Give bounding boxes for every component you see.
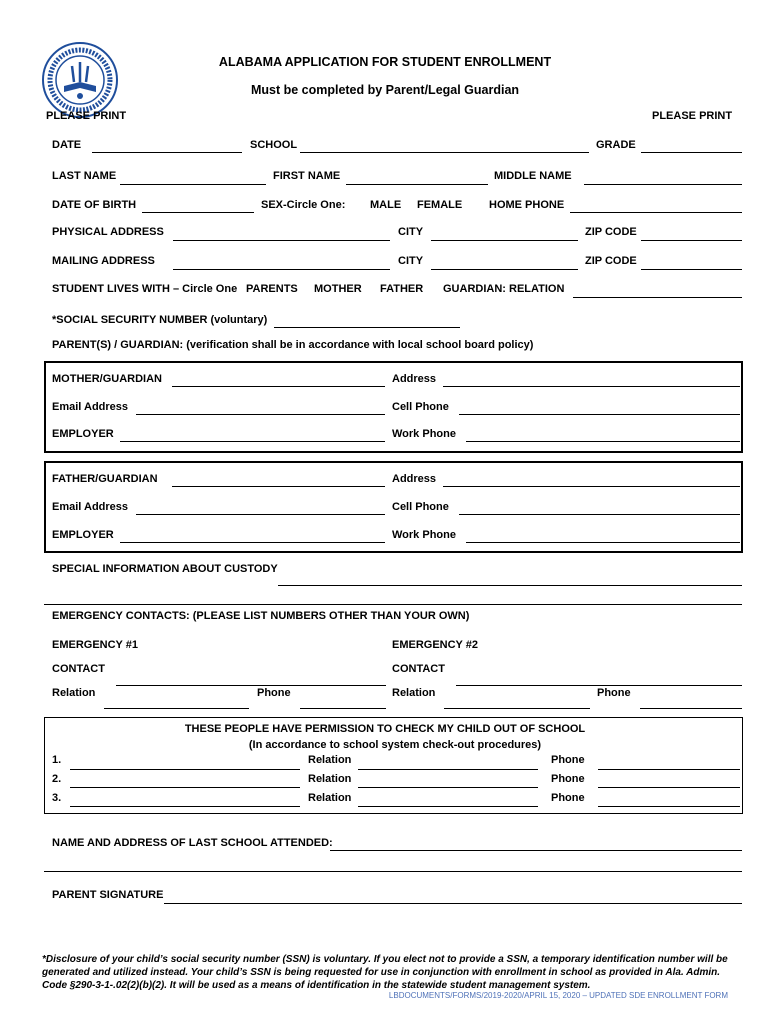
checkout-row-3-name-field[interactable] (70, 806, 300, 807)
please-print-left: PLEASE PRINT (46, 110, 127, 122)
ssn-disclosure-footnote: *Disclosure of your child’s social security number (SSN) is voluntary. If you elect not to provide a SSN, a temporary identification number will be generated and utilized instead. Your child’s SSN is being requested for use in conjunction with enrollment in school as provided in Ala. Admin. Code §290-3-1-.02(2)(b)(2). It will be used as a means of identification in the statewide student management system. (42, 954, 728, 991)
school-field[interactable] (300, 152, 589, 153)
mother-guardian-field[interactable] (172, 386, 385, 387)
emergency-1-phone-field[interactable] (300, 708, 386, 709)
father-guardian-label: FATHER/GUARDIAN (52, 473, 158, 485)
mother-employer-label: EMPLOYER (52, 428, 114, 440)
checkout-row-1-number: 1. (52, 754, 62, 766)
physical-zip-field[interactable] (641, 240, 742, 241)
home-phone-field[interactable] (570, 212, 742, 213)
ssn-label: *SOCIAL SECURITY NUMBER (voluntary) (52, 314, 268, 326)
emergency-1-contact-field[interactable] (116, 685, 386, 686)
emergency-1-phone-label: Phone (257, 687, 291, 699)
mailing-zip-field[interactable] (641, 269, 742, 270)
lives-with-mother-option[interactable]: MOTHER (314, 283, 362, 295)
physical-address-label: PHYSICAL ADDRESS (52, 226, 164, 238)
home-phone-label: HOME PHONE (489, 199, 565, 211)
form-subtitle: Must be completed by Parent/Legal Guardian (250, 83, 520, 97)
sex-female-option[interactable]: FEMALE (417, 199, 463, 211)
lives-with-parents-option[interactable]: PARENTS (246, 283, 298, 295)
physical-city-label: CITY (398, 226, 424, 238)
custody-label: SPECIAL INFORMATION ABOUT CUSTODY (52, 563, 278, 575)
mother-guardian-label: MOTHER/GUARDIAN (52, 373, 162, 385)
dob-field[interactable] (142, 212, 254, 213)
checkout-row-1-relation-label: Relation (308, 754, 352, 766)
mailing-address-field[interactable] (173, 269, 390, 270)
checkout-row-2-number: 2. (52, 773, 62, 785)
please-print-right: PLEASE PRINT (652, 110, 733, 122)
checkout-title: THESE PEOPLE HAVE PERMISSION TO CHECK MY CHILD OUT OF SCHOOL (184, 723, 586, 735)
father-email-field[interactable] (136, 514, 385, 515)
form-title: ALABAMA APPLICATION FOR STUDENT ENROLLMENT (218, 55, 552, 69)
parent-signature-field[interactable] (164, 903, 742, 904)
checkout-row-2-name-field[interactable] (70, 787, 300, 788)
checkout-row-3-phone-label: Phone (551, 792, 585, 804)
sex-label: SEX-Circle One: (261, 199, 346, 211)
last-school-label: NAME AND ADDRESS OF LAST SCHOOL ATTENDED: (52, 837, 333, 849)
checkout-row-1-name-field[interactable] (70, 769, 300, 770)
emergency-2-contact-label: CONTACT (392, 663, 445, 675)
father-employer-label: EMPLOYER (52, 529, 114, 541)
mailing-city-label: CITY (398, 255, 424, 267)
guardian-relation-label: GUARDIAN: RELATION (443, 283, 565, 295)
parent-guardian-heading: PARENT(S) / GUARDIAN: (verification shall be in accordance with local school board policy) (52, 339, 534, 351)
checkout-row-3-relation-label: Relation (308, 792, 352, 804)
checkout-row-3-phone-field[interactable] (598, 806, 740, 807)
mother-address-label: Address (392, 373, 437, 385)
father-email-label: Email Address (52, 501, 129, 513)
father-cell-label: Cell Phone (392, 501, 449, 513)
father-employer-field[interactable] (120, 542, 385, 543)
emergency-heading: EMERGENCY CONTACTS: (PLEASE LIST NUMBERS OTHER THAN YOUR OWN) (52, 610, 470, 622)
mother-employer-field[interactable] (120, 441, 385, 442)
grade-field[interactable] (641, 152, 742, 153)
mailing-zip-label: ZIP CODE (585, 255, 637, 267)
emergency-2-phone-label: Phone (597, 687, 631, 699)
emergency-2-phone-field[interactable] (640, 708, 742, 709)
emergency-2-label: EMERGENCY #2 (392, 639, 478, 651)
emergency-1-relation-label: Relation (52, 687, 96, 699)
checkout-subtitle: (In accordance to school system check-out procedures) (248, 739, 542, 751)
first-name-label: FIRST NAME (273, 170, 341, 182)
checkout-row-2-relation-label: Relation (308, 773, 352, 785)
checkout-row-3-number: 3. (52, 792, 62, 804)
middle-name-field[interactable] (584, 184, 742, 185)
father-address-field[interactable] (443, 486, 740, 487)
physical-zip-label: ZIP CODE (585, 226, 637, 238)
checkout-row-3-relation-field[interactable] (358, 806, 538, 807)
father-address-label: Address (392, 473, 437, 485)
last-school-field-line-2[interactable] (44, 871, 742, 872)
date-field[interactable] (92, 152, 242, 153)
checkout-row-2-relation-field[interactable] (358, 787, 538, 788)
father-work-label: Work Phone (392, 529, 456, 541)
first-name-field[interactable] (346, 184, 488, 185)
mailing-address-label: MAILING ADDRESS (52, 255, 155, 267)
middle-name-label: MIDDLE NAME (494, 170, 572, 182)
mother-cell-field[interactable] (459, 414, 740, 415)
father-guardian-field[interactable] (172, 486, 385, 487)
mother-work-field[interactable] (466, 441, 740, 442)
lives-with-father-option[interactable]: FATHER (380, 283, 424, 295)
custody-field-line-2[interactable] (44, 604, 742, 605)
mother-cell-label: Cell Phone (392, 401, 449, 413)
grade-label: GRADE (596, 139, 636, 151)
checkout-row-2-phone-field[interactable] (598, 787, 740, 788)
emergency-1-relation-field[interactable] (104, 708, 249, 709)
father-work-field[interactable] (466, 542, 740, 543)
mailing-city-field[interactable] (431, 269, 578, 270)
last-school-field-line-1[interactable] (330, 850, 742, 851)
physical-address-field[interactable] (173, 240, 390, 241)
last-name-field[interactable] (120, 184, 266, 185)
emergency-2-contact-field[interactable] (456, 685, 742, 686)
parent-signature-label: PARENT SIGNATURE (52, 889, 164, 901)
mother-address-field[interactable] (443, 386, 740, 387)
mother-work-label: Work Phone (392, 428, 456, 440)
checkout-row-2-phone-label: Phone (551, 773, 585, 785)
mother-email-label: Email Address (52, 401, 129, 413)
emergency-2-relation-field[interactable] (444, 708, 590, 709)
document-footer: LBDOCUMENTS/FORMS/2019-2020/APRIL 15, 2020 – UPDATED SDE ENROLLMENT FORM (388, 991, 728, 1000)
school-label: SCHOOL (250, 139, 298, 151)
last-name-label: LAST NAME (52, 170, 117, 182)
state-seal-icon (42, 42, 118, 118)
guardian-relation-field[interactable] (573, 297, 742, 298)
date-label: DATE (52, 139, 82, 151)
checkout-row-1-relation-field[interactable] (358, 769, 538, 770)
physical-city-field[interactable] (431, 240, 578, 241)
mother-email-field[interactable] (136, 414, 385, 415)
ssn-field[interactable] (274, 327, 460, 328)
dob-label: DATE OF BIRTH (52, 199, 137, 211)
emergency-2-relation-label: Relation (392, 687, 436, 699)
checkout-row-1-phone-label: Phone (551, 754, 585, 766)
lives-with-label: STUDENT LIVES WITH – Circle One (52, 283, 238, 295)
checkout-row-1-phone-field[interactable] (598, 769, 740, 770)
sex-male-option[interactable]: MALE (370, 199, 402, 211)
custody-field-line-1[interactable] (278, 585, 742, 586)
emergency-1-contact-label: CONTACT (52, 663, 105, 675)
father-cell-field[interactable] (459, 514, 740, 515)
emergency-1-label: EMERGENCY #1 (52, 639, 138, 651)
